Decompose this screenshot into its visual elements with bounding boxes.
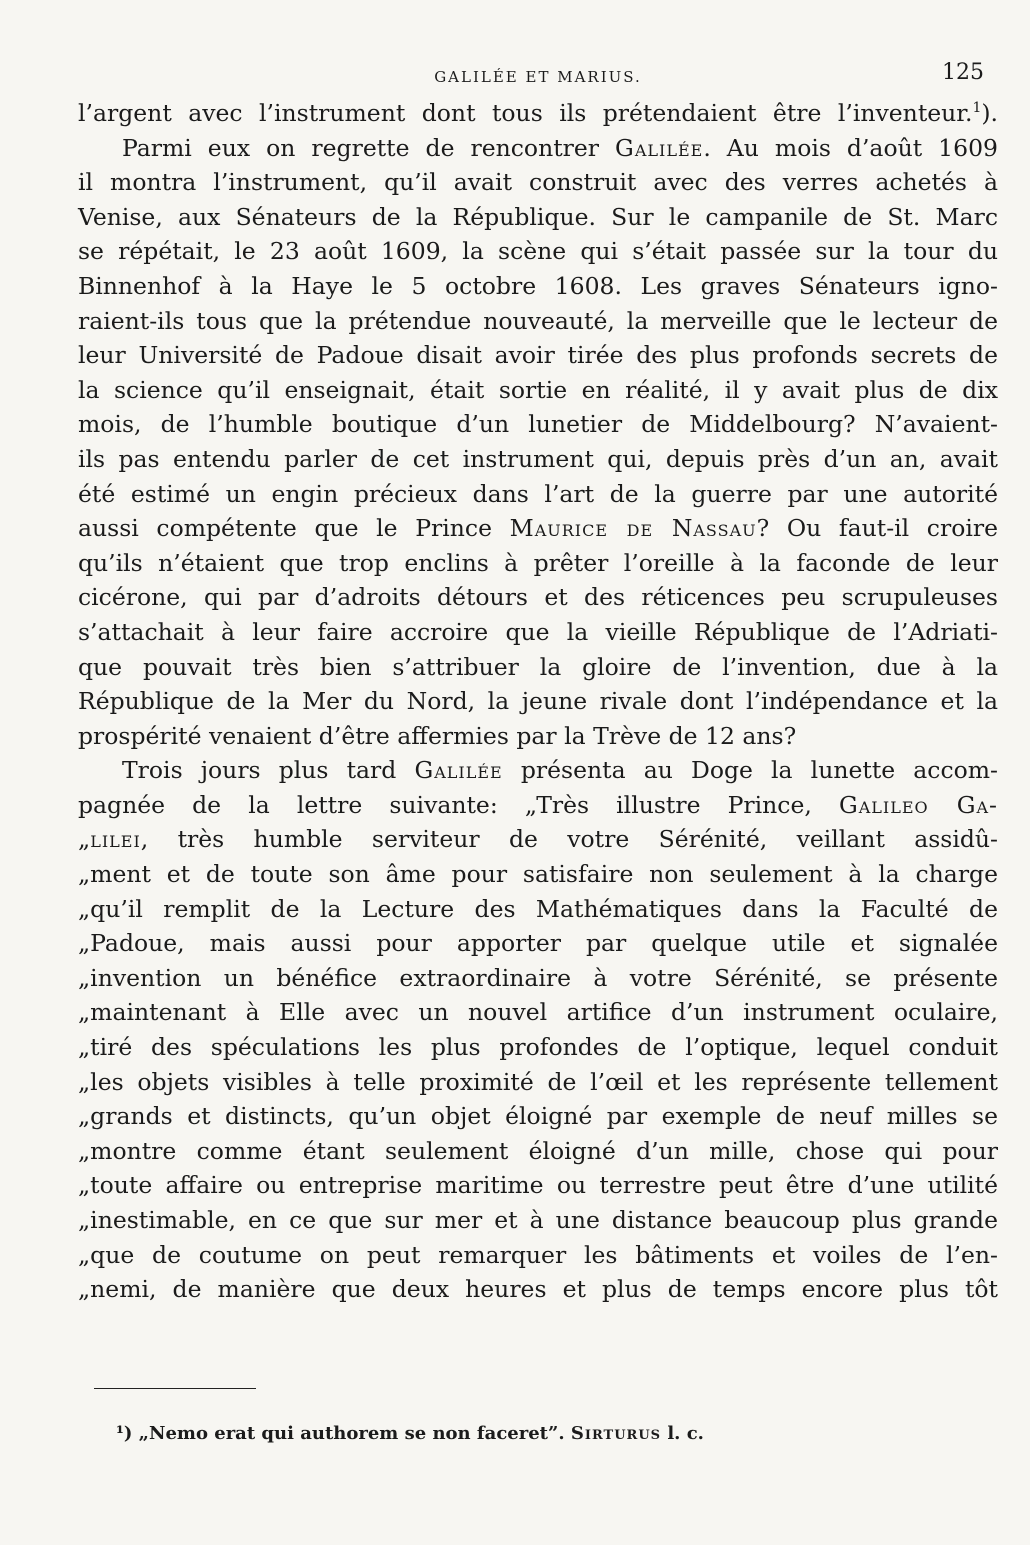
text-line: cicérone, qui par d’adroits détours et des réticences peu scrupuleuses <box>78 583 998 612</box>
text-line: „inestimable, en ce que sur mer et à une distance beaucoup plus grande <box>78 1206 998 1234</box>
text-line: été estimé un engin précieux dans l’art de la guerre par une autorité <box>78 479 998 508</box>
text-line: Trois jours plus tard Galilée présenta au Doge la lunette accom- <box>122 756 998 785</box>
text-line: ils pas entendu parler de cet instrument qui, depuis près d’un an, avait <box>78 444 998 473</box>
text-line: République de la Mer du Nord, la jeune rivale dont l’indépendance et la <box>78 687 998 716</box>
name-galilee: Galilée <box>414 756 503 785</box>
text-line: prospérité venaient d’être affermies par la Trève de 12 ans? <box>78 721 797 750</box>
text-line: leur Université de Padoue disait avoir tirée des plus profonds secrets de <box>78 341 998 370</box>
name-galilee: Galilée <box>615 133 704 162</box>
text-line: „invention un bénéfice extraordinaire à votre Sérénité, se présente <box>78 963 998 992</box>
running-head <box>78 58 998 94</box>
text-line: „les objets visibles à telle proximité de l’œil et les représente tellement <box>78 1067 998 1096</box>
text-line: aussi compétente que le Prince Maurice de Nassau? Ou faut-il croire <box>78 514 999 543</box>
running-title: GALILÉE ET MARIUS. <box>434 68 642 86</box>
text-line: „que de coutume on peut remarquer les bâtiments et voiles de l’en- <box>78 1240 998 1269</box>
text-line: „maintenant à Elle avec un nouvel artifice d’un instrument oculaire, <box>78 998 998 1027</box>
text-line: s’attachait à leur faire accroire que la vieille République de l’Adriati- <box>78 617 998 646</box>
text-line: Venise, aux Sénateurs de la République. Sur le campanile de St. Marc <box>78 202 998 231</box>
text-line: il montra l’instrument, qu’il avait construit avec des verres achetés à <box>78 168 998 197</box>
book-page <box>78 58 999 1444</box>
footnote-rule <box>94 1388 256 1389</box>
text-line: „qu’il remplit de la Lecture des Mathématiques dans la Faculté de <box>78 894 998 923</box>
text-line: raient-ils tous que la prétendue nouveauté, la merveille que le lecteur de <box>78 306 998 335</box>
page-number: 125 <box>942 60 984 85</box>
name-galileo: Galileo Ga- <box>838 790 998 819</box>
text-line: que pouvait très bien s’attribuer la gloire de l’invention, due à la <box>78 652 998 681</box>
text-line: „nemi, de manière que deux heures et plus de temps encore plus tôt <box>78 1275 998 1304</box>
text-line: „grands et distincts, qu’un objet éloigné par exemple de neuf milles se <box>78 1102 998 1131</box>
text-line: „lilei, très humble serviteur de votre Sérénité, veillant assidû- <box>78 825 998 854</box>
text-line: „tiré des spéculations les plus profondes de l’optique, lequel conduit <box>78 1033 998 1062</box>
footnote-ref: 1 <box>972 100 982 117</box>
text-line: „toute affaire ou entreprise maritime ou terrestre peut être d’une utilité <box>78 1171 998 1200</box>
text-line: qu’ils n’étaient que trop enclins à prêter l’oreille à la faconde de leur <box>78 548 998 577</box>
text-line: „ment et de toute son âme pour satisfaire non seulement à la charge <box>78 860 998 889</box>
footnote-ref-text: l. c. <box>661 1423 704 1444</box>
text-line: la science qu’il enseignait, était sortie en réalité, il y avait plus de dix <box>78 375 998 404</box>
text-line: „montre comme étant seulement éloigné d’un mille, chose qui pour <box>78 1136 998 1165</box>
footnote-text: „Nemo erat qui authorem se non faceret”. <box>132 1423 571 1444</box>
text-line: Parmi eux on regrette de rencontrer Galilée. Au mois d’août 1609 <box>122 133 998 162</box>
footnote <box>116 1423 704 1444</box>
footnote-marker: ¹) <box>116 1423 133 1444</box>
text-line: pagnée de la lettre suivante: „Très illustre Prince, Galileo Ga- <box>78 790 998 819</box>
text-line: „Padoue, mais aussi pour apporter par quelque utile et signalée <box>78 929 998 958</box>
name-maurice: Maurice de Nassau <box>509 514 757 543</box>
text-line: l’argent avec l’instrument dont tous ils prétendaient être l’inventeur.$^1$). <box>78 99 998 127</box>
text-line: se répétait, le 23 août 1609, la scène qui s’était passée sur la tour du <box>78 237 998 266</box>
text-line: Binnenhof à la Haye le 5 octobre 1608. Les graves Sénateurs igno- <box>78 271 998 300</box>
body-text <box>78 96 998 1307</box>
footnote-source: Sirturus <box>570 1423 662 1444</box>
name-lilei: lilei <box>90 825 141 854</box>
text-line: mois, de l’humble boutique d’un lunetier de Middelbourg? N’avaient- <box>78 410 998 439</box>
